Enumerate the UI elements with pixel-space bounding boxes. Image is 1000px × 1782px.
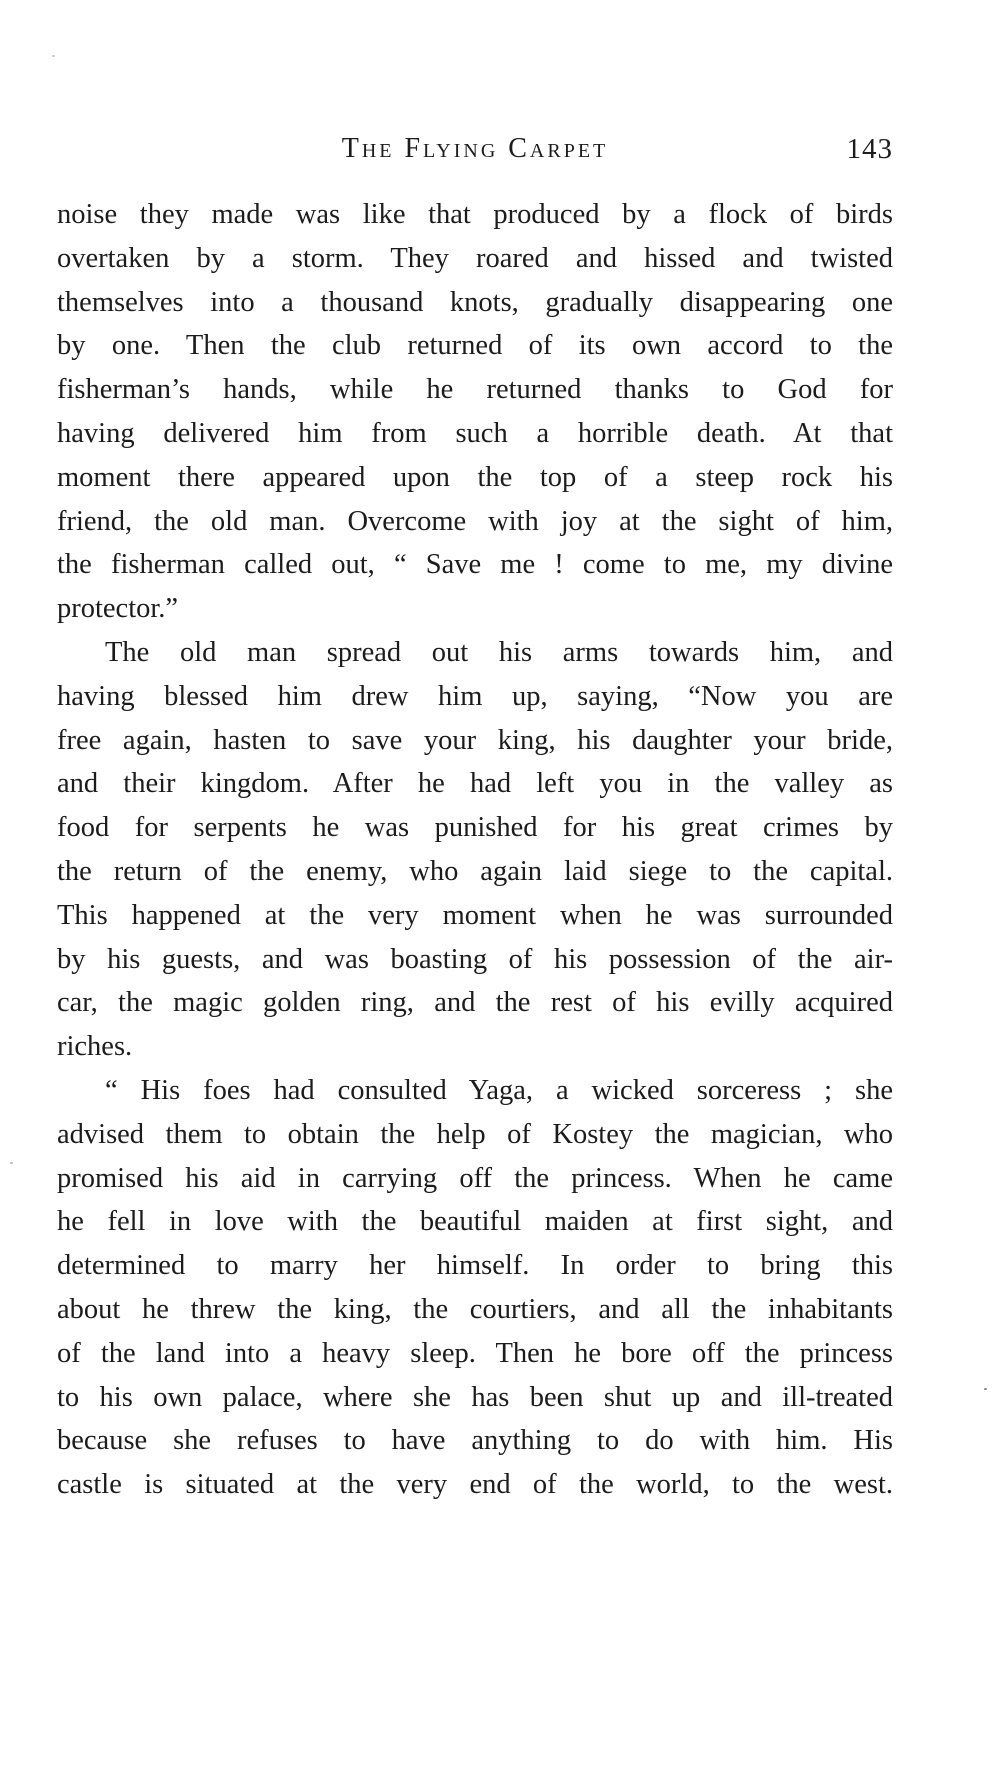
paper-speck xyxy=(984,1388,987,1390)
text-line: The old man spread out his arms towards him, and xyxy=(105,636,893,668)
text-line: by one. Then the club returned of its own accord to the xyxy=(57,330,893,362)
text-line: by his guests, and was boasting of his possession of the air- xyxy=(57,943,893,975)
text-line: about he threw the king, the courtiers, and all the inhabitants xyxy=(57,1293,893,1325)
paper-speck xyxy=(10,1162,13,1164)
text-line: car, the magic golden ring, and the rest of his evilly acquired xyxy=(57,987,893,1019)
running-head xyxy=(57,133,893,173)
text-line: noise they made was like that produced by a flock of birds xyxy=(57,199,893,230)
text-line: free again, hasten to save your king, his daughter your bride, xyxy=(57,724,893,756)
text-line: overtaken by a storm. They roared and hissed and twisted xyxy=(57,242,893,274)
text-line: castle is situated at the very end of the world, to the west. xyxy=(57,1469,893,1501)
text-line: food for serpents he was punished for his great crimes by xyxy=(57,812,893,844)
text-line: he fell in love with the beautiful maiden at first sight, and xyxy=(57,1206,893,1238)
running-title: The Flying Carpet xyxy=(341,133,609,164)
text-line: moment there appeared upon the top of a steep rock his xyxy=(57,461,893,493)
body-text xyxy=(57,193,893,1507)
text-line: and their kingdom. After he had left you in the valley as xyxy=(57,768,893,800)
text-line: having delivered him from such a horrible death. At that xyxy=(57,417,893,449)
text-line: friend, the old man. Overcome with joy at the sight of him, xyxy=(57,505,893,537)
text-line: the fisherman called out, “ Save me ! come to me, my divine xyxy=(57,549,893,581)
text-line: to his own palace, where she has been shut up and ill-treated xyxy=(57,1381,893,1413)
text-line: This happened at the very moment when he was surrounded xyxy=(57,899,893,931)
text-line: promised his aid in carrying off the princess. When he came xyxy=(57,1162,893,1194)
text-line: protector.” xyxy=(57,593,179,625)
text-line: fisherman’s hands, while he returned thanks to God for xyxy=(57,374,893,406)
text-line: riches. xyxy=(57,1031,133,1063)
text-line: of the land into a heavy sleep. Then he bore off the princess xyxy=(57,1337,893,1369)
text-line: having blessed him drew him up, saying, “Now you are xyxy=(57,680,893,712)
text-line: determined to marry her himself. In order to bring this xyxy=(57,1250,893,1282)
text-line: “ His foes had consulted Yaga, a wicked sorceress ; she xyxy=(105,1074,893,1106)
text-line: because she refuses to have anything to do with him. His xyxy=(57,1425,893,1457)
text-line: the return of the enemy, who again laid siege to the capital. xyxy=(57,855,893,887)
text-line: themselves into a thousand knots, gradually disappearing one xyxy=(57,286,893,318)
page-number: 143 xyxy=(846,133,893,165)
paper-speck xyxy=(52,55,55,57)
text-line: advised them to obtain the help of Kostey the magician, who xyxy=(57,1118,893,1150)
